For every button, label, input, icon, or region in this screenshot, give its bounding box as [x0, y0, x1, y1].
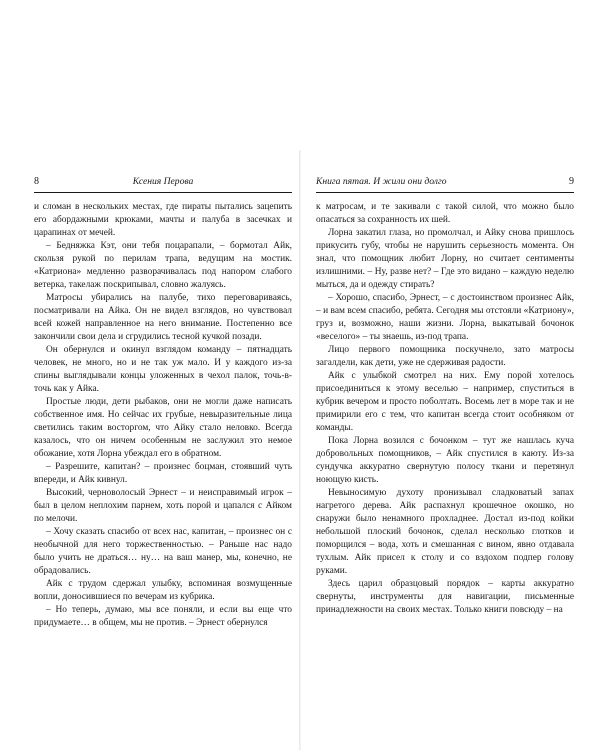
right-page	[316, 176, 574, 617]
paragraph: Айк с улыбкой смотрел на них. Ему порой хотелось присоединиться к этому веселью – например, спуститься в кубрик вечером и просто поболтать. Восемь лет в море так и не примирили его с тем, что капитан всегда стоит особняком от команды.	[316, 371, 574, 433]
left-page-number: 8	[34, 176, 39, 187]
left-running-title: Ксения Перова	[132, 176, 194, 187]
left-running-head	[34, 176, 292, 193]
book-gutter	[299, 150, 301, 750]
paragraph: и сломан в нескольких местах, где пираты пытались зацепить его абордажными крюками, мачты и палуба в засечках и царапинах от мечей.	[34, 202, 292, 238]
paragraph: Пока Лорна возился с бочонком – тут же нашлась куча добровольных помощников, – Айк спустился в каюту. Из-за сундучка аккуратно свернутую полосу ткани и перетянул ноющую кисть.	[316, 436, 574, 485]
paragraph: Он обернулся и окинул взглядом команду – пятнадцать человек, не много, но и не так уж мало. И у каждого из-за спины выглядывали концы уложенных в чехол палок, точь-в-точь как у Айка.	[34, 345, 292, 394]
left-page	[34, 176, 292, 630]
left-body-text	[34, 201, 292, 630]
paragraph: Невыносимую духоту пронизывал сладковатый запах нагретого дерева. Айк распахнул крошечное окошко, но снаружи было ненамного прохладнее. Достал из-под койки небольшой плоский бочонок, сделал несколько глотков и поморщился – вода, хоть и смешанная с вином, явно отдавала тухлым. Айк присел к столу и со вздохом подпер голову руками.	[316, 488, 574, 576]
right-running-title: Книга пятая. И жили они долго	[316, 176, 447, 187]
paragraph: Лорна закатил глаза, но промолчал, и Айку снова пришлось прикусить губу, чтобы не нарушить серьезность момента. Он знал, что помощник любит Лорну, но считает сентименты излишними. – Ну, разве нет? – Где это видано – каждую неделю мыться, да и одежду стирать?	[316, 228, 574, 290]
paragraph: – Бедняжка Кэт, они тебя поцарапали, – бормотал Айк, скользя рукой по перилам трапа, ведущим на мостик. «Катриона» медленно разворачивалась под напором слабого ветерка, такелаж поскрипывал, словно жалуясь.	[34, 241, 292, 290]
paragraph: Лицо первого помощника поскучнело, зато матросы загалдели, как дети, уже не сдерживая радости.	[316, 345, 574, 368]
paragraph: Матросы убирались на палубе, тихо переговариваясь, посматривали на Айка. Он не видел взглядов, но чувствовал всей кожей направленное на него внимание. Постепенно все закончили свои дела и сгрудились тесной кучкой позади.	[34, 293, 292, 342]
paragraph: – Хочу сказать спасибо от всех нас, капитан, – произнес он с необычной для него торжественностью. – Раньше нас надо было учить не драться… ну… на ваш манер, мы, конечно, не обрадовались.	[34, 527, 292, 576]
right-page-number: 9	[569, 176, 574, 187]
paragraph: Айк с трудом сдержал улыбку, вспоминая возмущенные вопли, доносившиеся по вечерам из кубрика.	[34, 579, 292, 602]
right-body-text	[316, 201, 574, 617]
paragraph: Простые люди, дети рыбаков, они не могли даже написать собственное имя. Но сейчас их грубые, невыразительные лица светились таким восторгом, что Айку стало неловко. Всегда казалось, что он ничем особенным не заслужил это немое обожание, хотя Лорна убеждал его в обратном.	[34, 397, 292, 459]
paragraph: к матросам, и те закивали с такой силой, что можно было опасаться за сохранность их шей.	[316, 202, 574, 225]
right-running-head	[316, 176, 574, 193]
paragraph: – Разрешите, капитан? – произнес боцман, стоявший чуть впереди, и Айк кивнул.	[34, 462, 292, 485]
paragraph: Высокий, черноволосый Эрнест – и неисправимый игрок – был в целом неплохим парнем, хоть порой и цапался с Айком по мелочи.	[34, 488, 292, 524]
paragraph: Здесь царил образцовый порядок – карты аккуратно свернуты, инструменты для навигации, письменные принадлежности на своих местах. Только книги повсюду – на	[316, 579, 574, 615]
paragraph: – Хорошо, спасибо, Эрнест, – с достоинством произнес Айк, – и вам всем спасибо, ребята. Сегодня мы отстояли «Катриону», груз и, возможно, наши жизни. Лорна, выкатывай бочонок «веселого» – ты знаешь, из-под трапа.	[316, 293, 574, 342]
paragraph: – Но теперь, думаю, мы все поняли, и если вы еще что придумаете… в общем, мы не против. – Эрнест обернулся	[34, 605, 292, 628]
